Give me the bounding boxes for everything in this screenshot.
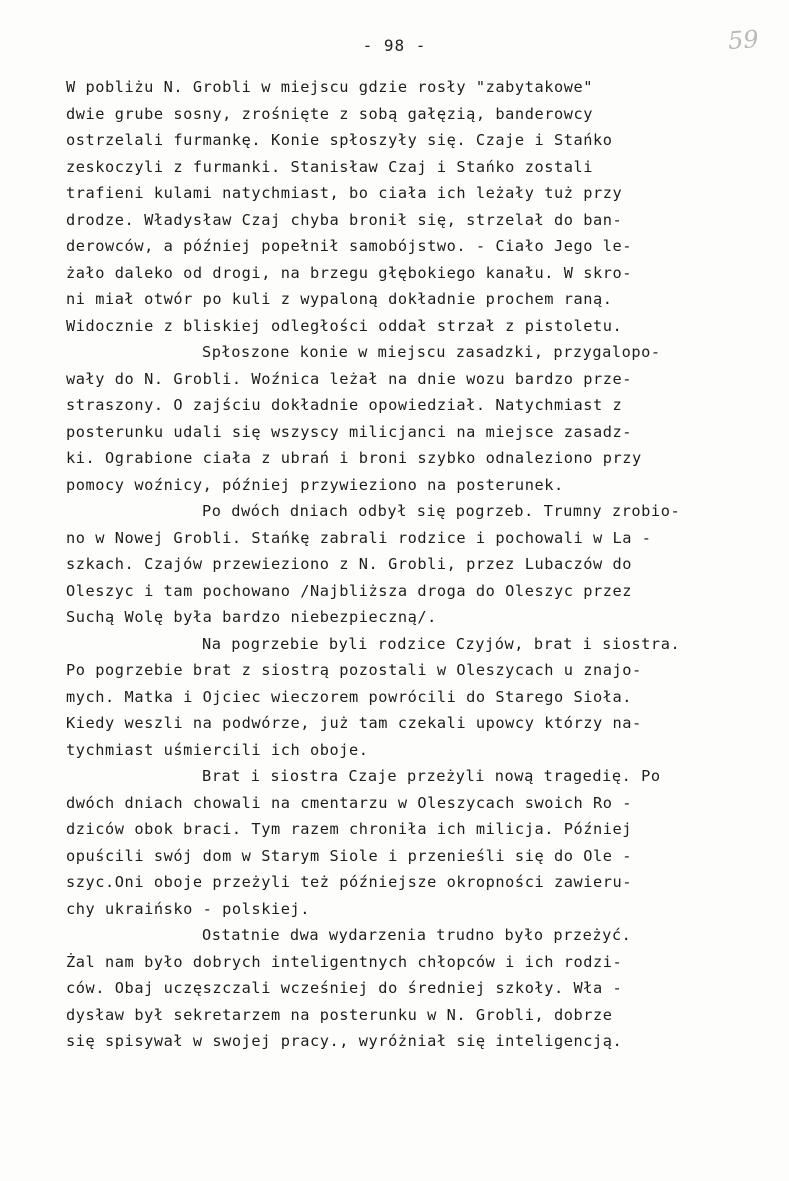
text-line: zeskoczyli z furmanki. Stanisław Czaj i Stańko zostali <box>66 157 594 176</box>
text-line: Po dwóch dniach odbył się pogrzeb. Trumny zrobio- <box>202 502 681 520</box>
text-line: mych. Matka i Ojciec wieczorem powrócili do Starego Sioła. <box>66 687 633 706</box>
text-line: Suchą Wolę była bardzo niebezpieczną/. <box>66 608 437 626</box>
text-line: Brat i siostra Czaje przeżyli nową tragedię. Po <box>202 767 661 785</box>
text-line: żało daleko od drogi, na brzegu głębokiego kanału. W skro- <box>66 263 633 282</box>
text-line: dwóch dniach chowali na cmentarzu w Oleszycach swoich Ro - <box>66 793 633 812</box>
text-line: Na pogrzebie byli rodzice Czyjów, brat i siostra. <box>202 634 681 653</box>
text-line: ni miał otwór po kuli z wypaloną dokładnie prochem raną. <box>66 290 613 308</box>
text-line: chy ukraińsko - polskiej. <box>66 899 310 918</box>
text-line: W pobliżu N. Grobli w miejscu gdzie rosły "zabytakowe" <box>66 78 594 96</box>
text-line: dysław był sekretarzem na posterunku w N. Grobli, dobrze <box>66 1005 613 1024</box>
text-line: tychmiast uśmiercili ich oboje. <box>66 740 369 759</box>
body-text <box>66 74 756 1055</box>
text-line: ostrzelali furmankę. Konie spłoszyły się. Czaje i Stańko <box>66 131 613 149</box>
text-line: szkach. Czajów przewieziono z N. Grobli, przez Lubaczów do <box>66 555 633 573</box>
text-line: wały do N. Grobli. Woźnica leżał na dnie wozu bardzo prze- <box>66 369 633 388</box>
text-line: Kiedy weszli na podwórze, już tam czekali upowcy którzy na- <box>66 714 642 732</box>
text-line: posterunku udali się wszyscy milicjanci na miejsce zasadz- <box>66 422 633 441</box>
text-line: derowców, a później popełnił samobójstwo. - Ciało Jego le- <box>66 237 633 255</box>
text-line: dwie grube sosny, zrośnięte z sobą gałęzią, banderowcy <box>66 104 594 123</box>
text-line: Po pogrzebie brat z siostrą pozostali w Oleszycach u znajo- <box>66 661 642 679</box>
page-number: - 98 - <box>362 36 427 55</box>
text-line: straszony. O zajściu dokładnie opowiedział. Natychmiast z <box>66 396 623 414</box>
text-line: opuścili swój dom w Starym Siole i przenieśli się do Ole - <box>66 846 633 865</box>
text-line: Oleszyc i tam pochowano /Najbliższa droga do Oleszyc przez <box>66 581 633 600</box>
handwritten-page-number: 59 <box>727 24 760 56</box>
text-line: Widocznie z bliskiej odległości oddał strzał z pistoletu. <box>66 316 623 335</box>
text-line: Spłoszone konie w miejscu zasadzki, przygalopo- <box>202 343 661 361</box>
text-line: się spisywał w swojej pracy., wyróżniał się inteligencją. <box>66 1032 623 1050</box>
text-line: Ostatnie dwa wydarzenia trudno było przeżyć. <box>202 926 632 944</box>
text-line: ki. Ograbione ciała z ubrań i broni szybko odnaleziono przy <box>66 449 642 467</box>
text-line: no w Nowej Grobli. Stańkę zabrali rodzice i pochowali w La - <box>66 528 652 547</box>
text-line: szyc.Oni oboje przeżyli też późniejsze okropności zawieru- <box>66 873 633 891</box>
text-line: ców. Obaj uczęszczali wcześniej do średniej szkoły. Wła - <box>66 979 623 997</box>
text-line: pomocy woźnicy, później przywieziono na posterunek. <box>66 475 564 494</box>
text-line: dziców obok braci. Tym razem chroniła ich milicja. Później <box>66 820 633 838</box>
text-line: trafieni kulami natychmiast, bo ciała ich leżały tuż przy <box>66 184 623 202</box>
text-line: drodze. Władysław Czaj chyba bronił się, strzelał do ban- <box>66 210 623 229</box>
text-line: Żal nam było dobrych inteligentnych chłopców i ich rodzi- <box>66 952 623 971</box>
